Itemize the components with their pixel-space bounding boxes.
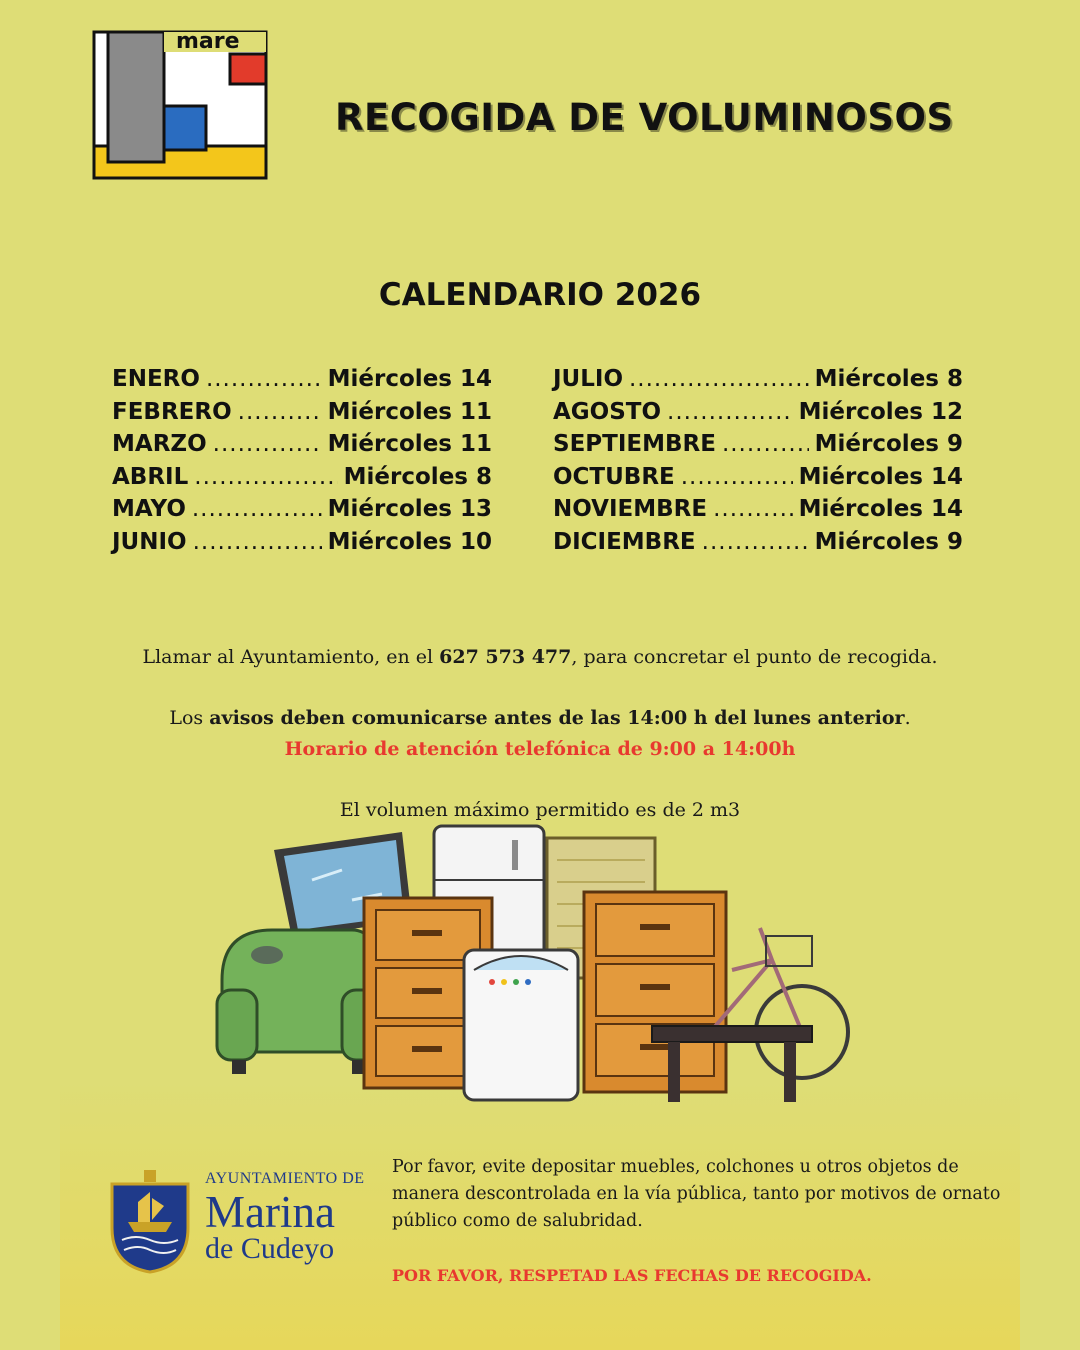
month-label: FEBRERO (112, 398, 232, 425)
calendar-title: CALENDARIO 2026 (378, 277, 702, 313)
calendar-row (112, 529, 492, 562)
month-label: MARZO (112, 431, 207, 457)
dot-leader (238, 399, 322, 425)
calendar-row (112, 464, 492, 497)
collection-day: Miércoles 14 (327, 366, 492, 392)
dot-leader (681, 464, 793, 490)
collection-day: Miércoles 10 (327, 528, 492, 555)
dot-leader (702, 529, 809, 555)
dot-leader (192, 496, 322, 522)
dot-leader (722, 431, 809, 457)
month-label: JUNIO (112, 528, 187, 555)
collection-day: Miércoles 8 (814, 366, 963, 392)
month-label: AGOSTO (553, 398, 662, 425)
respect-dates-warning: POR FAVOR, RESPETAD LAS FECHAS DE RECOGIDA. (392, 1266, 872, 1285)
collection-day: Miércoles 13 (327, 496, 492, 522)
calendar-row (553, 529, 963, 562)
mare-logo (92, 30, 268, 180)
month-label: NOVIEMBRE (553, 496, 708, 522)
calendar-row (553, 431, 963, 464)
calendar-row (112, 366, 492, 399)
collection-day: Miércoles 9 (814, 528, 963, 555)
sofa-icon (217, 930, 382, 1074)
month-label: ABRIL (112, 463, 189, 490)
logo-text: mare (176, 30, 240, 54)
dot-leader (194, 464, 337, 490)
month-label: MAYO (112, 496, 186, 522)
municipality-name: Marina (205, 1187, 335, 1237)
calendar-row (112, 399, 492, 432)
calendar-row (112, 431, 492, 464)
dot-leader (713, 496, 793, 522)
phone-hours: Horario de atención telefónica de 9:00 a 14:00h (284, 738, 796, 760)
calendar-row (553, 464, 963, 497)
call-instructions: Llamar al Ayuntamiento, en el 627 573 477, para concretar el punto de recogida. (142, 646, 938, 668)
month-label: DICIEMBRE (553, 528, 696, 555)
collection-day: Miércoles 14 (798, 496, 963, 522)
collection-day: Miércoles 11 (327, 431, 492, 457)
month-label: SEPTIEMBRE (553, 431, 716, 457)
notice-deadline: Los avisos deben comunicarse antes de las 14:00 h del lunes anterior. (169, 707, 911, 729)
month-label: OCTUBRE (553, 463, 675, 490)
dot-leader (213, 431, 322, 457)
calendar-row (112, 496, 492, 529)
page-title: RECOGIDA DE VOLUMINOSOS (335, 96, 954, 139)
dot-leader (629, 366, 809, 392)
month-label: JULIO (553, 366, 623, 392)
calendar-row (553, 399, 963, 432)
municipality-name-suffix: de Cudeyo (205, 1232, 335, 1265)
dresser-icon (584, 892, 726, 1092)
washing-machine-icon (464, 950, 578, 1100)
bicycle-icon (712, 928, 848, 1078)
month-label: ENERO (112, 366, 200, 392)
calendar-row (553, 366, 963, 399)
calendar-row (553, 496, 963, 529)
disposal-note: Por favor, evite depositar muebles, colchones u otros objetos de manera descontrolada en la vía pública, tanto por motivos de ornato público como de salubridad. (392, 1157, 1001, 1231)
bulky-items-illustration (212, 820, 862, 1120)
collection-day: Miércoles 9 (814, 431, 963, 457)
dot-leader (193, 529, 322, 555)
phone-number[interactable]: 627 573 477 (439, 646, 572, 668)
collection-day: Miércoles 11 (327, 398, 492, 425)
dot-leader (206, 366, 322, 392)
collection-day: Miércoles 14 (798, 463, 963, 490)
calendar-left-column (112, 366, 492, 561)
dot-leader (667, 399, 793, 425)
max-volume-note: El volumen máximo permitido es de 2 m3 (339, 799, 741, 821)
collection-day: Miércoles 12 (798, 398, 963, 425)
calendar-right-column (553, 366, 963, 561)
collection-day: Miércoles 8 (343, 463, 492, 490)
table-icon (652, 1026, 812, 1102)
municipal-crest-icon (108, 1170, 192, 1274)
municipality-label: AYUNTAMIENTO DE (205, 1170, 365, 1187)
